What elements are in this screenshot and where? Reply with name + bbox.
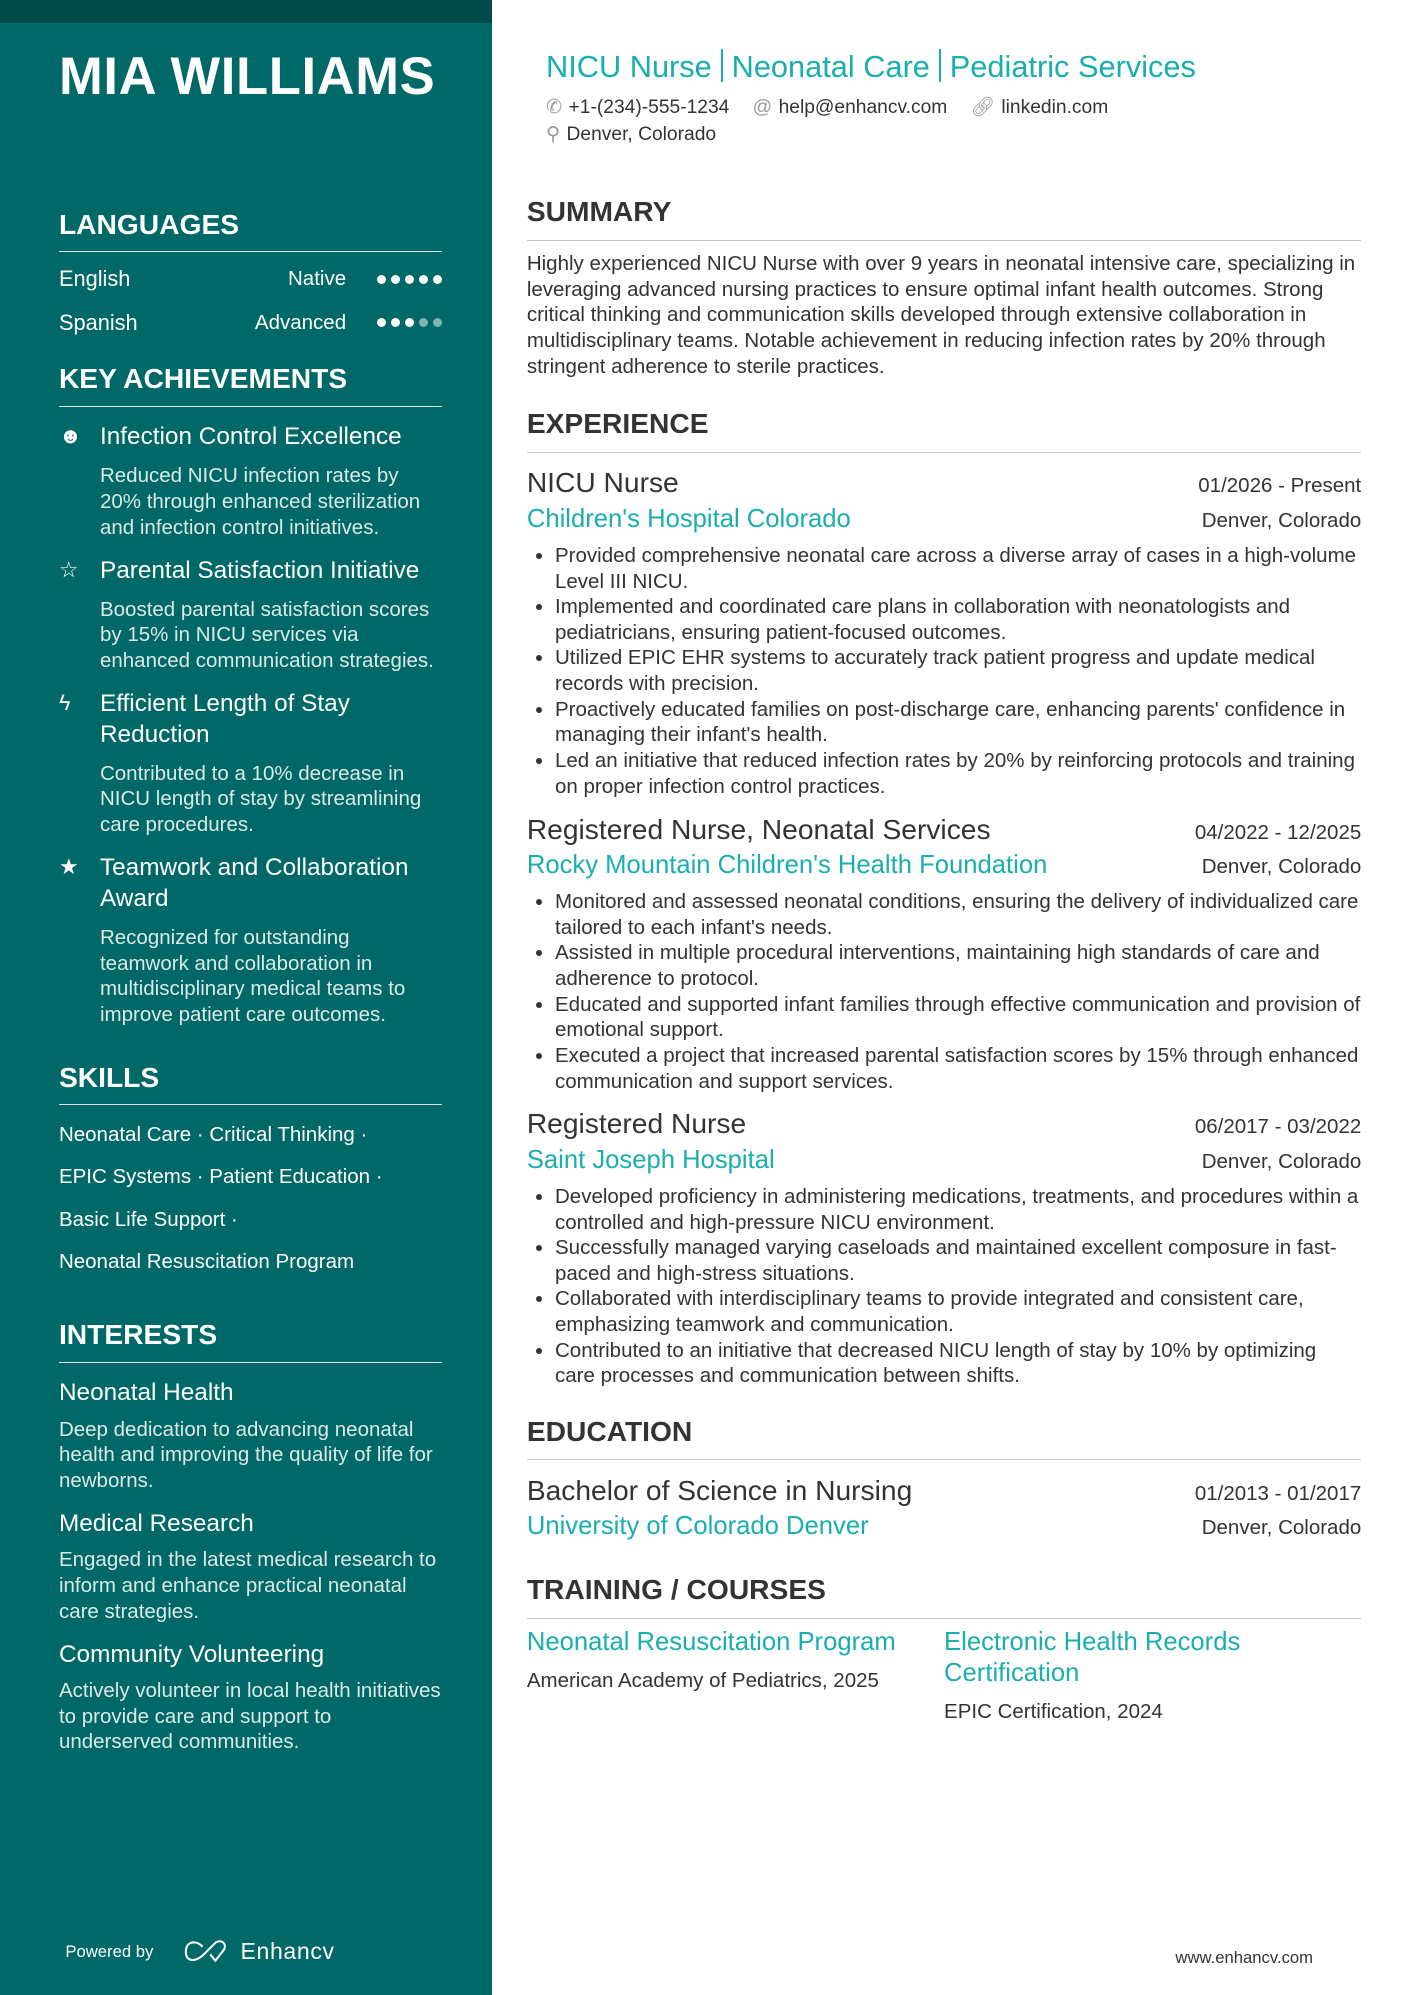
headline — [546, 46, 1361, 87]
job-header — [527, 463, 1361, 501]
interest-description: Deep dedication to advancing neonatal health and improving the quality of life for newborns. — [58, 1417, 433, 1492]
education-entry — [527, 1471, 1361, 1545]
rating-dot — [377, 275, 386, 284]
rating-dot — [391, 318, 400, 327]
job-bullets — [527, 1184, 1361, 1389]
rating-dot — [419, 275, 428, 284]
skill-line: EPIC Systems · Patient Education · — [58, 1165, 383, 1189]
job-header — [527, 1104, 1361, 1142]
skill-line: Neonatal Resuscitation Program — [58, 1249, 355, 1273]
job-entry — [527, 1104, 1361, 1389]
achievement — [59, 422, 442, 540]
interest-description: Actively volunteer in local health initiatives to provide care and support to underserved communities. — [58, 1679, 441, 1754]
school: University of Colorado Denver — [526, 1512, 869, 1541]
company-name: Saint Joseph Hospital — [526, 1145, 775, 1174]
company-name: Children's Hospital Colorado — [526, 504, 851, 533]
training-item — [944, 1627, 1361, 1724]
education-location: Denver, Colorado — [1201, 1516, 1362, 1540]
achievement — [59, 689, 442, 838]
job-bullet: • Educated and supported infant families through effective communication and provision of emotional support. — [555, 992, 1361, 1043]
job-location: Denver, Colorado — [1201, 508, 1362, 532]
headline-title-2: Neonatal Care — [731, 49, 930, 85]
enhancv-logo-icon — [182, 1939, 231, 1965]
phone[interactable]: +1-(234)-555-1234 — [568, 96, 730, 118]
footer-url[interactable]: www.enhancv.com — [1175, 1948, 1314, 1968]
job-dates: 04/2022 - 12/2025 — [1194, 820, 1362, 844]
link-icon: 🔗︎ — [970, 96, 995, 118]
at-icon: @ — [752, 96, 773, 118]
training-title: Neonatal Resuscitation Program — [526, 1627, 896, 1656]
rating-dot — [433, 318, 442, 327]
achievement-title: Infection Control Excellence — [99, 423, 402, 451]
rating-dot — [405, 318, 414, 327]
powered-by-label: Powered by — [65, 1941, 154, 1961]
achievement — [59, 853, 442, 1027]
language-row — [59, 257, 442, 301]
email[interactable]: help@enhancv.com — [778, 96, 948, 118]
brain-head-icon: ☻ — [58, 423, 82, 449]
job-company-row — [527, 1143, 1361, 1179]
sidebar-top-bar — [0, 0, 492, 23]
job-location: Denver, Colorado — [1201, 855, 1362, 879]
lightning-icon: ϟ — [58, 690, 71, 716]
rating-dot — [391, 275, 400, 284]
language-rating — [377, 318, 442, 327]
rating-dot — [377, 318, 386, 327]
job-bullet: • Monitored and assessed neonatal conditions, ensuring the delivery of individualized care tailored to each infant's needs. — [555, 889, 1361, 940]
summary-text: Highly experienced NICU Nurse with over 9 years in neonatal intensive care, specializing in leveraging advanced nursing practices to ensure optimal infant health outcomes. Strong critical thinking and communication skills developed through extensive collaboration in multidisciplinary teams. Notable achievement in reducing infection rates by 20% through stringent adherence to sterile practices. — [526, 251, 1356, 378]
job-title: Registered Nurse — [526, 1107, 747, 1140]
achievement — [59, 556, 442, 674]
headline-title-1: NICU Nurse — [546, 49, 712, 85]
company-name: Rocky Mountain Children's Health Foundation — [526, 851, 1048, 880]
interests-heading: INTERESTS — [59, 1318, 442, 1363]
training-title: Electronic Health Records Certification — [944, 1627, 1241, 1687]
job-bullet: • Led an initiative that reduced infection rates by 20% by reinforcing protocols and training on proper infection control practices. — [555, 748, 1361, 799]
rating-dot — [433, 275, 442, 284]
interest-title: Neonatal Health — [58, 1379, 234, 1407]
achievement-description: Contributed to a 10% decrease in NICU length of stay by streamlining care procedures. — [99, 761, 422, 837]
achievement-description: Reduced NICU infection rates by 20% through enhanced sterilization and infection control initiatives. — [99, 464, 421, 539]
language-level: Advanced — [254, 310, 347, 334]
language-name: Spanish — [58, 309, 138, 335]
job-bullet: • Provided comprehensive neonatal care across a diverse array of cases in a high-volume Level III NICU. — [555, 543, 1361, 594]
training-provider: EPIC Certification, 2024 — [944, 1699, 1163, 1723]
job-title: NICU Nurse — [526, 466, 679, 499]
job-title: Registered Nurse, Neonatal Services — [526, 812, 991, 845]
achievements-heading: KEY ACHIEVEMENTS — [59, 362, 442, 407]
linkedin-link[interactable]: linkedin.com — [1001, 96, 1109, 118]
enhancv-brand: Enhancv — [240, 1938, 335, 1965]
job-dates: 01/2026 - Present — [1198, 474, 1362, 498]
star-outline-icon: ☆ — [58, 556, 79, 582]
training-item — [527, 1627, 944, 1724]
job-bullets — [527, 543, 1361, 799]
job-bullet: • Proactively educated families on post-discharge care, enhancing parents' confidence in managing their infant's health. — [555, 697, 1361, 748]
interest-title: Medical Research — [58, 1509, 254, 1537]
training-provider: American Academy of Pediatrics, 2025 — [526, 1668, 879, 1692]
job-bullets — [527, 889, 1361, 1094]
degree: Bachelor of Science in Nursing — [526, 1473, 913, 1506]
star-half-icon: ★ — [58, 854, 79, 880]
language-level: Native — [288, 267, 347, 291]
experience-heading: EXPERIENCE — [527, 407, 1361, 453]
job-bullet: • Successfully managed varying caseloads and maintained excellent composure in fast-paced and high-stress situations. — [555, 1235, 1361, 1286]
job-location: Denver, Colorado — [1201, 1149, 1362, 1173]
location-pin-icon: ⚲ — [546, 123, 561, 145]
main-content — [527, 46, 1361, 1724]
candidate-name: MIA WILLIAMS — [58, 47, 436, 107]
job-dates: 06/2017 - 03/2022 — [1194, 1115, 1362, 1139]
job-company-row — [527, 502, 1361, 538]
language-row — [59, 301, 442, 345]
location: Denver, Colorado — [566, 123, 717, 145]
achievement-description: Boosted parental satisfaction scores by 15% in NICU services via enhanced communication strategies. — [99, 597, 434, 672]
job-entry — [527, 810, 1361, 1095]
skills-heading: SKILLS — [59, 1061, 442, 1106]
achievement-description: Recognized for outstanding teamwork and collaboration in multidisciplinary medical teams to improve patient care outcomes. — [99, 925, 406, 1026]
training-heading: TRAINING / COURSES — [527, 1573, 1361, 1619]
phone-icon: ✆ — [546, 96, 563, 118]
job-company-row — [527, 848, 1361, 884]
achievement-title: Efficient Length of Stay Reduction — [99, 690, 350, 748]
sidebar — [0, 0, 492, 1995]
skill-line: Basic Life Support · — [58, 1207, 238, 1231]
education-heading: EDUCATION — [527, 1415, 1361, 1461]
job-entry — [527, 463, 1361, 799]
rating-dot — [419, 318, 428, 327]
job-bullet: • Developed proficiency in administering medications, treatments, and procedures within a controlled and high-pressure NICU environment. — [555, 1184, 1361, 1235]
job-bullet: • Collaborated with interdisciplinary teams to provide integrated and consistent care, emphasizing teamwork and communication. — [555, 1286, 1361, 1337]
languages-heading: LANGUAGES — [59, 208, 442, 253]
headline-title-3: Pediatric Services — [949, 49, 1196, 85]
achievement-title: Teamwork and Collaboration Award — [99, 854, 409, 912]
job-bullet: • Contributed to an initiative that decreased NICU length of stay by 10% by optimizing care processes and communication between shifts. — [555, 1338, 1361, 1389]
skill-line: Neonatal Care · Critical Thinking · — [58, 1122, 368, 1146]
interest-description: Engaged in the latest medical research to inform and enhance practical neonatal care strategies. — [58, 1548, 437, 1623]
powered-by — [65, 1938, 334, 1965]
job-header — [527, 810, 1361, 848]
education-dates: 01/2013 - 01/2017 — [1194, 1481, 1362, 1505]
achievement-title: Parental Satisfaction Initiative — [99, 556, 420, 584]
job-bullet: • Assisted in multiple procedural interventions, maintaining high standards of care and adherence to protocol. — [555, 940, 1361, 991]
job-bullet: • Utilized EPIC EHR systems to accurately track patient progress and update medical records with precision. — [555, 645, 1361, 696]
interest-title: Community Volunteering — [58, 1640, 325, 1668]
job-bullet: • Executed a project that increased parental satisfaction scores by 15% through enhanced communication and support services. — [555, 1043, 1361, 1094]
rating-dot — [405, 275, 414, 284]
summary-heading: SUMMARY — [527, 195, 1361, 241]
language-rating — [377, 275, 442, 284]
job-bullet: • Implemented and coordinated care plans in collaboration with neonatologists and pediatricians, ensuring patient-focused outcomes. — [555, 594, 1361, 645]
language-name: English — [58, 266, 131, 292]
